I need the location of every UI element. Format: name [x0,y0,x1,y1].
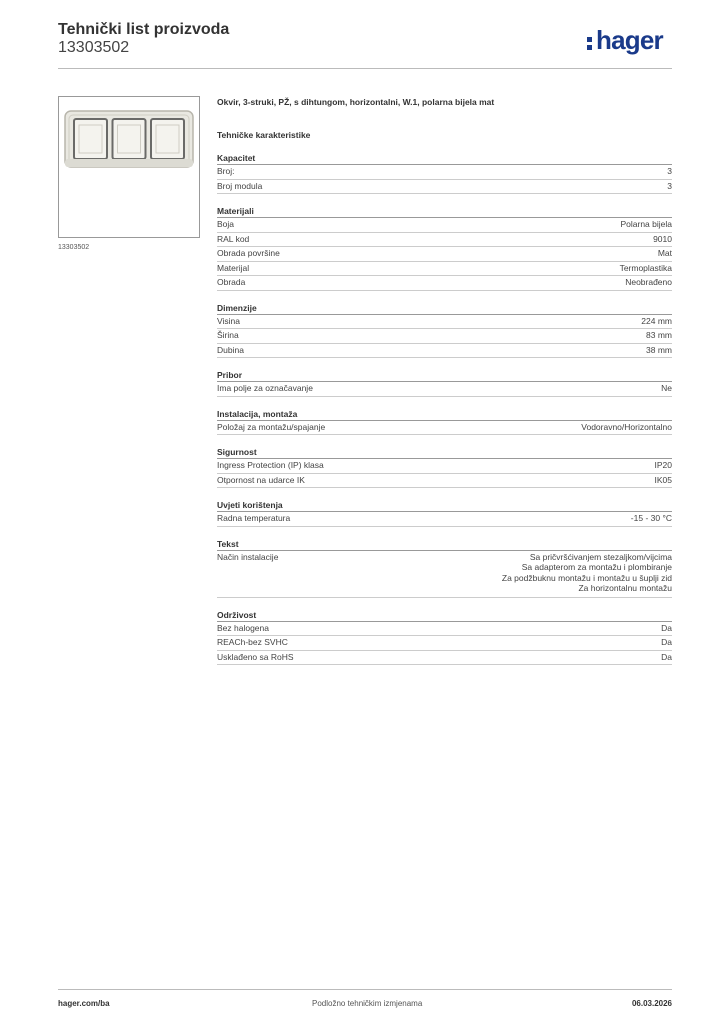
spec-label: Obrada površine [217,248,280,258]
header-divider [58,68,672,69]
spec-value: 38 mm [646,344,672,355]
specs-heading: Tehničke karakteristike [217,130,311,140]
spec-value-line: Sa pričvršćivanjem stezaljkom/vijcima [529,551,672,562]
section-pribor [217,369,672,397]
footer-date: 06.03.2026 [631,999,672,1008]
spec-label: Način instalacije [217,551,279,562]
frame-3-gang-icon [59,97,199,237]
footer-divider [58,989,672,990]
section-title: Dimenzije [217,302,672,315]
spec-row [217,636,672,651]
spec-row [217,276,672,291]
spec-value: Da [661,637,672,647]
spec-label: RAL kod [217,233,250,244]
section-uvjeti [217,499,672,527]
spec-label: Obrada [217,277,246,287]
spec-label: Radna temperatura [217,513,291,523]
spec-value: Termoplastika [619,262,672,273]
section-tekst [217,538,672,598]
spec-label: Otpornost na udarce IK [217,474,305,485]
spec-label: Položaj za montažu/spajanje [217,421,326,432]
spec-row [217,315,672,330]
section-materijali [217,205,672,291]
spec-label: Dubina [217,344,244,355]
spec-label: Boja [217,219,235,229]
spec-row [217,474,672,489]
spec-value-line: Sa adapterom za montažu i plombiranje [521,562,672,572]
spec-row [217,329,672,344]
spec-value: 9010 [653,233,672,244]
spec-row [217,262,672,277]
spec-row [217,344,672,359]
section-title: Materijali [217,205,672,218]
image-caption: 13303502 [58,244,90,251]
footer-website[interactable]: hager.com/ba [58,999,110,1008]
product-code: 13303502 [58,39,130,56]
spec-value: Polarna bijela [620,219,672,229]
spec-value: Neobrađeno [625,277,672,287]
section-title: Pribor [217,369,672,382]
spec-row [217,421,672,436]
spec-label: Ingress Protection (IP) klasa [217,460,324,470]
spec-row [217,165,672,180]
spec-row [217,180,672,195]
logo-text: hager [596,25,663,55]
spec-content [217,96,672,676]
spec-label: Materijal [217,262,250,273]
logo-dot [587,37,592,42]
spec-value: Da [661,651,672,662]
section-title: Instalacija, montaža [217,408,672,421]
section-title: Uvjeti korištenja [217,499,672,512]
section-title: Tekst [217,538,672,551]
section-odrzivost [217,609,672,666]
section-sigurnost [217,446,672,488]
hager-logo [586,27,678,59]
spec-value: IP20 [654,460,672,470]
spec-row [217,512,672,527]
spec-value: 224 mm [641,315,672,326]
section-instalacija [217,408,672,436]
spec-value: IK05 [654,474,672,485]
spec-row [217,233,672,248]
spec-row [217,622,672,637]
spec-value [502,552,672,594]
spec-label: REACh-bez SVHC [217,637,288,647]
spec-value: Vodoravno/Horizontalno [581,421,672,432]
spec-label: Ima polje za označavanje [217,383,313,393]
spec-value: Mat [657,248,672,258]
section-kapacitet [217,152,672,194]
spec-value: -15 - 30 °C [630,513,672,523]
section-title: Kapacitet [217,152,672,165]
spec-label: Broj: [217,166,235,176]
spec-label: Bez halogena [217,622,269,633]
logo-dot [587,45,592,50]
spec-row [217,651,672,666]
product-image [58,96,200,238]
spec-label: Broj modula [217,180,263,191]
spec-value: 83 mm [646,330,672,340]
spec-value: Ne [661,383,672,393]
spec-value-line: Za podžbuknu montažu i montažu u šuplji zid [501,572,672,583]
spec-value: Da [661,622,672,633]
spec-row [217,218,672,233]
footer-note: Podložno tehničkim izmjenama [312,999,423,1008]
spec-row [217,382,672,397]
section-title: Održivost [217,609,672,622]
spec-value: 3 [667,180,672,191]
spec-value-line: Za horizontalnu montažu [578,583,672,593]
spec-label: Širina [217,330,239,340]
section-dimenzije [217,302,672,359]
spec-label: Visina [217,315,240,326]
spec-row [217,459,672,474]
spec-label: Usklađeno sa RoHS [217,651,294,662]
page-title: Tehnički list proizvoda [58,21,230,38]
section-title: Sigurnost [217,446,672,459]
spec-value: 3 [667,166,672,176]
spec-row [217,247,672,262]
spec-row [217,551,672,598]
product-description: Okvir, 3-struki, PŽ, s dihtungom, horizontalni, W.1, polarna bijela mat [217,97,495,107]
